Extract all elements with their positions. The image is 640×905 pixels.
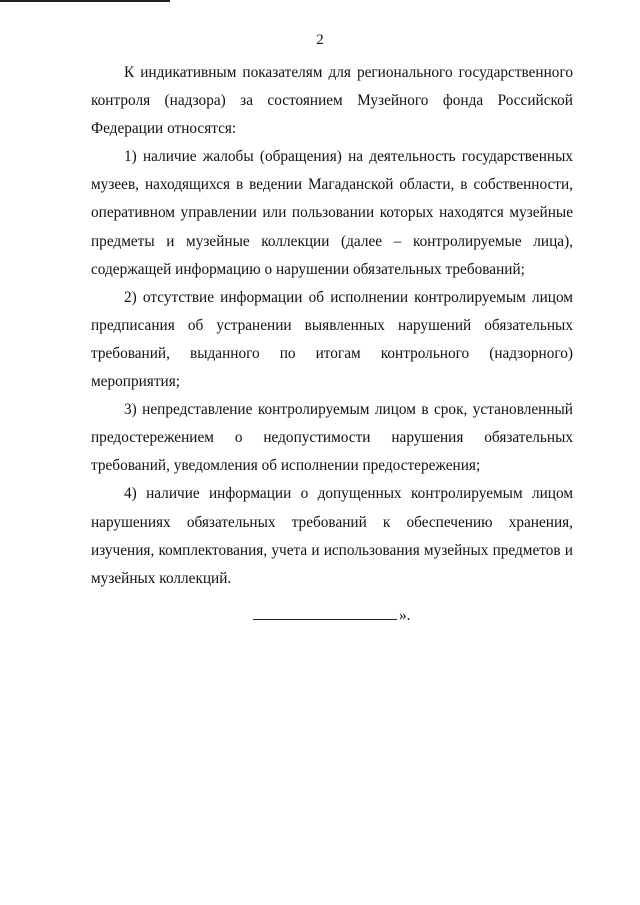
closing-quote: ». xyxy=(399,607,411,624)
paragraph-item-3: 3) непредставление контролируемым лицом в срок, установленный предостережением о недопустимости нарушения обязательных требований, уведомления об исполнении предостережения; xyxy=(91,401,573,475)
paragraph-item-2: 2) отсутствие информации об исполнении контролируемым лицом предписания об устранении выявленных нарушений обязательных требований, выданного по итогам контрольного (надзорного) мероприятия; xyxy=(91,288,573,391)
closing-separator xyxy=(253,605,410,626)
closing-line xyxy=(253,605,397,620)
document-body xyxy=(91,59,573,593)
page-number: 2 xyxy=(316,32,324,48)
paragraph-intro: К индикативным показателям для регионального государственного контроля (надзора) за состоянием Музейного фонда Российской Федерации относятся: xyxy=(91,64,573,138)
paragraph-item-4: 4) наличие информации о допущенных контролируемым лицом нарушениях обязательных требований к обеспечению хранения, изучения, комплектования, учета и использования музейных предметов и музейных коллекций. xyxy=(91,485,573,587)
paragraph-item-1: 1) наличие жалобы (обращения) на деятельность государственных музеев, находящихся в ведении Магаданской области, в собственности, оперативном управлении или пользовании которых находятся музейные предметы и музейные коллекции (далее – контролируемые лица), содержащей информацию о нарушении обязательных требований; xyxy=(91,148,573,278)
top-rule xyxy=(0,0,170,2)
